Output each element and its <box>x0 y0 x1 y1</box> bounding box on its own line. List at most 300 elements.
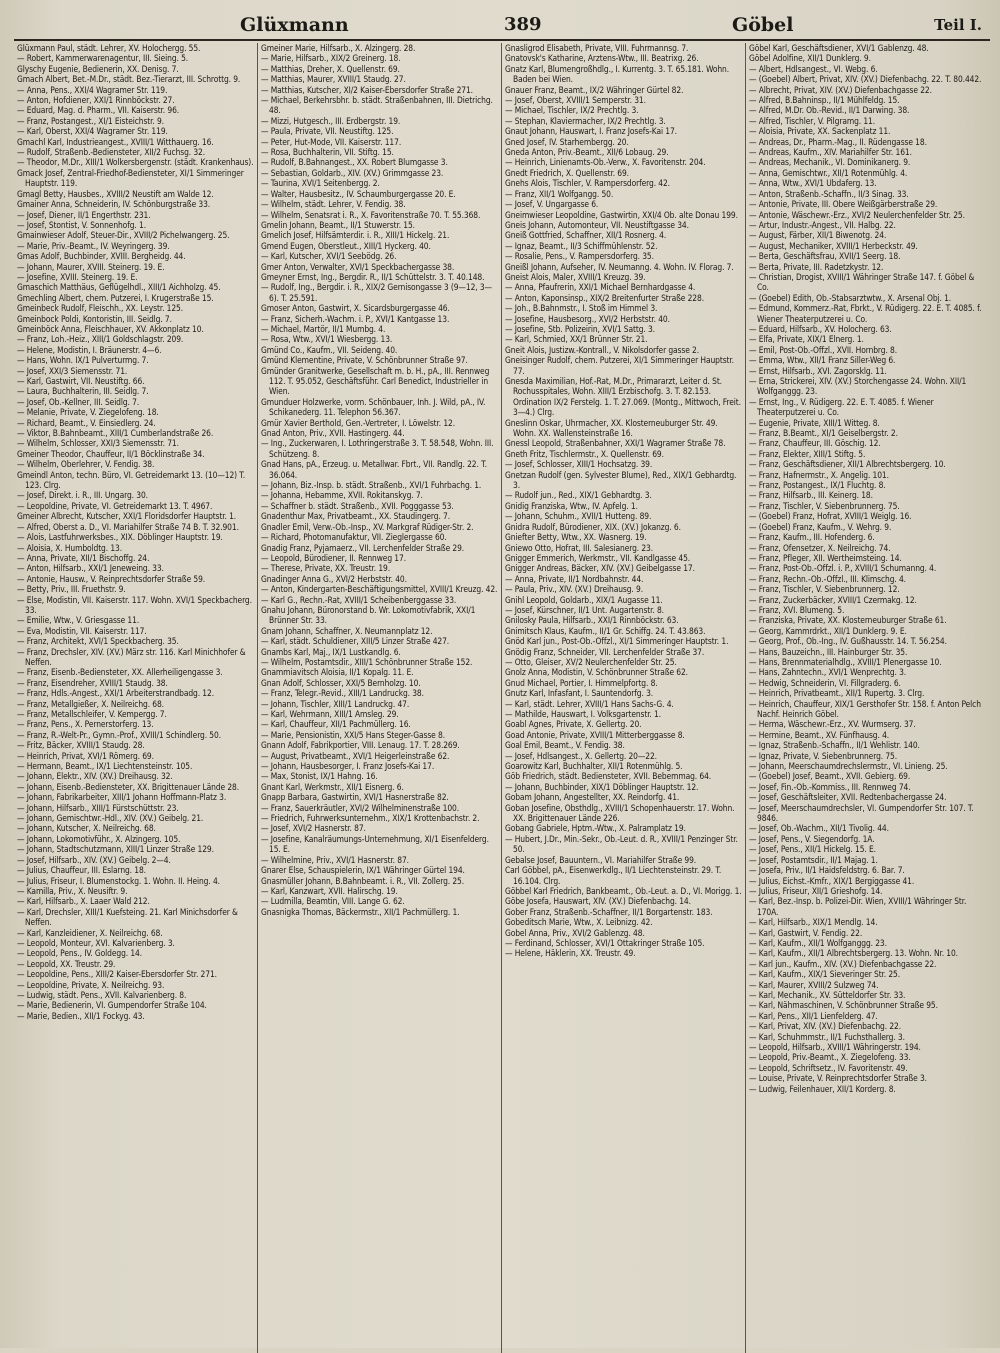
directory-entry: — Alfred, B.Bahninsp., II/1 Mühlfeldg. 15. <box>749 95 900 106</box>
directory-entry: — Antonie, Private, III. Obere Weißgärberstraße 29. <box>749 199 938 210</box>
directory-entry: Gnimitsch Klaus, Kaufm., II/1 Gr. Schiffg. 24. T. 43.863. <box>505 625 706 636</box>
directory-entry: Gmas Adolf, Buchbinder, XVIII. Bergheidg. 44. <box>17 251 186 262</box>
directory-entry: — Elfa, Private, XIX/1 Elnerg. 1. <box>749 334 864 345</box>
directory-entry: — Marie, Priv.-Beamt., IV. Weyringerg. 39. <box>17 240 170 251</box>
directory-entry: — Karl, Gastwirt, V. Fendig. 22. <box>749 927 863 938</box>
directory-entry: Glüxmann Paul, städt. Lehrer, XV. Holochergg. 55. <box>17 43 201 53</box>
directory-entry: Gmür Xavier Berthold, Gen.-Vertreter, I. Löwelstr. 12. <box>261 417 456 428</box>
directory-entry: Gnadenthur Max, Privatbeamt., XX. Staudingerg. 7. <box>261 511 451 522</box>
directory-entry: — Josef, Hilfsarb., XIV. (XV.) Geibelg. 2—4. <box>17 854 171 865</box>
directory-entry: Gnutz Karl, Infasfant, I. Sauntendorfg. 3. <box>505 688 654 699</box>
directory-entry: — Josef, Meerschaumdrechsler, VI. Gumpendorfer Str. 107. T. 9846. <box>749 802 974 824</box>
directory-entry: — Rosalie, Pens., V. Rampersdorferg. 35. <box>505 251 654 262</box>
directory-entry: — Wilhelm, Postamtsdir., XIII/1 Schönbrunner Straße 152. <box>261 656 473 667</box>
directory-entry: — Helene, Modistin, I. Bräunerstr. 4—6. <box>17 344 162 355</box>
directory-entry: Goarowitz Karl, Buchhalter, XII/1 Rotenmühlg. 5. <box>505 761 683 772</box>
directory-entry: — Franz, Postangest., XI/1 Eisteichstr. 9. <box>17 115 164 126</box>
directory-entry: — Karl, Kanzleidiener, X. Neilreichg. 68. <box>17 927 163 938</box>
directory-entry: — Ludwig, Feilenhauer, XII/1 Korderg. 8. <box>749 1083 896 1094</box>
directory-entry: — Marie, Pensionistin, XXI/5 Hans Steger-Gasse 8. <box>261 729 445 740</box>
directory-entry: Gnigger Emmerich, Werkmstr., VII. Kandlgasse 45. <box>505 552 691 563</box>
directory-entry: Gmachl Karl, Industrieangest., XVIII/1 Witthauerg. 16. <box>17 136 214 147</box>
directory-entry: — Christian, Drogist, XVIII/1 Währinger Straße 147. f. Göbel & Co. <box>749 271 975 293</box>
directory-entry: — Karl, Bez.-Insp. b. Polizei-Dir. Wien, XVIII/1 Währinger Str. 170A. <box>749 896 967 917</box>
directory-entry: — Karl, städt. Schuldiener, XIII/5 Linzer Straße 427. <box>261 636 450 647</box>
directory-entry: — Leopold, Bürodiener, II. Rennweg 17. <box>261 552 406 563</box>
directory-entry: — Johann, Meerschaumdrechslermstr., VI. Linieng. 25. <box>749 761 948 772</box>
directory-entry: — Matthias, Dreher, X. Quellenstr. 69. <box>261 63 400 74</box>
directory-entry: — Franziska, Private, XX. Klosterneuburger Straße 61. <box>749 615 947 626</box>
directory-entry: — Helene, Häklerin, XX. Treustr. 49. <box>505 948 636 959</box>
directory-entry: Gneslinn Oskar, Uhrmacher, XX. Klosterneuburger Str. 49. Wohn. XX. Wallensteinstraße 16. <box>505 417 718 439</box>
directory-entry: — Richard, Beamt., V. Einsiedlerg. 24. <box>17 417 156 428</box>
directory-entry: — Karl, Kaufm., XII/1 Albrechtsbergerg. 13. Wohn. Nr. 10. <box>749 948 958 959</box>
directory-entry: Gmelin Johann, Beamt., II/1 Stuwerstr. 15. <box>261 219 415 230</box>
directory-entry: — Julius, Friseur, I. Blumenstockg. 1. Wohn. II. Heing. 4. <box>17 875 220 886</box>
directory-entry: — Anna, Gemischtwr., XII/1 Rotenmühlg. 4. <box>749 167 908 178</box>
directory-entry: — Karl, Chauffeur, XII/1 Pachmüllerg. 16. <box>261 719 411 730</box>
directory-entry: — August, Färber, XII/1 Biwenotg. 24. <box>749 230 887 241</box>
directory-entry: — Josef, Kürschner, II/1 Unt. Augartenstr. 8. <box>505 604 664 615</box>
directory-entry: — Hans, Bauzeichn., III. Hainburger Str. 35. <box>749 646 908 657</box>
directory-entry: — Erna, Strickerei, XIV. (XV.) Storchengasse 24. Wohn. XII/1 Wolfganggg. 23. <box>749 376 967 397</box>
directory-entry: — Franz, Rechn.-Ob.-Offzl., III. Klimschg. 4. <box>749 573 906 584</box>
directory-entry: Gnann Adolf, Fabrikportier, VIII. Lenaug. 17. T. 28.269. <box>261 740 460 751</box>
directory-entry: — Alfred, Oberst a. D., VI. Mariahilfer Straße 74 B. T. 32.901. <box>17 521 239 532</box>
directory-entry: Gnetzan Rudolf (gen. Sylvester Blume), Red., XIX/1 Gebhardtg. 3. <box>505 469 737 491</box>
directory-entry: — Johann, Lokomotivführ., X. Alzingerg. 105. <box>17 833 181 844</box>
directory-entry: — Marie, Bedien., XII/1 Fockyg. 43. <box>17 1010 145 1021</box>
directory-entry: — Berta, Geschäftsfrau, XVII/1 Seerg. 18. <box>749 251 901 262</box>
directory-entry: Gebalse Josef, Bauuntern., VI. Mariahilfer Straße 99. <box>505 854 697 865</box>
directory-entry: — Franz, Sicherh.-Wachm. i. P., XVI/1 Kantgasse 13. <box>261 313 450 324</box>
directory-entry: — Josef, Pens., V. Siegendorfg. 1A. <box>749 833 875 844</box>
directory-entry: — Franz, Eisenb.-Bediensteter, XX. Allerheiligengasse 3. <box>17 667 223 678</box>
directory-entry: Gnessl Leopold, Straßenbahner, XXI/1 Wagramer Straße 78. <box>505 438 726 449</box>
directory-entry: — Karl jun., Kaufm., XIV. (XV.) Diefenbachgasse 22. <box>749 958 937 969</box>
directory-entry: Gneis Johann, Automonteur, VII. Neustiftgasse 34. <box>505 219 689 230</box>
directory-entry: — Leopold, Priv.-Beamt., X. Ziegelofeng. 33. <box>749 1052 911 1063</box>
directory-entry: — Franz, Geschäftsdiener, XII/1 Albrechtsbergerg. 10. <box>749 459 946 470</box>
directory-entry: — Karl, Gastwirt, VII. Neustiftg. 66. <box>17 376 145 386</box>
directory-entry: — Wilhelm, Senatsrat i. R., X. Favoritenstraße 70. T. 55.368. <box>261 209 481 220</box>
directory-entry: — Josef, Diener, II/1 Engerthstr. 231. <box>17 209 151 220</box>
directory-entry: — Ludwig, städt. Pens., XVII. Kalvarienberg. 8. <box>17 989 187 1000</box>
directory-entry: — Hans, Wohn. IX/1 Pulverturmg. 7. <box>17 355 149 366</box>
directory-entry: — Josefa, Priv., II/1 Haidsfeldstrg. 6. Bar. 7. <box>749 865 905 876</box>
directory-entry: — Rosa, Wtw., XVI/1 Wiesbergg. 13. <box>261 334 393 345</box>
directory-entry: — Josef, Stontist, V. Sonnenhofg. 1. <box>17 219 146 230</box>
directory-entry: — Anna, Wtw., XVI/1 Ubdaferg. 13. <box>749 178 877 189</box>
directory-entry: Gnud Michael, Portier, I. Himmelpfortg. 8. <box>505 677 658 688</box>
directory-entry: — Hans, Brennmaterialhdlg., XVIII/1 Plenergasse 10. <box>749 656 942 667</box>
directory-entry: Gnad Anton, Priv., XVII. Hastingerg. 44. <box>261 428 405 439</box>
directory-entry: — Franz, Pens., X. Pernerstorferg. 13. <box>17 719 154 730</box>
directory-entry: Gmainer Anna, Schneiderin, IV. Schönburgstraße 33. <box>17 199 211 210</box>
directory-entry: — Johann, Biz.-Insp. b. städt. Straßenb., XVI/1 Fuhrbachg. 1. <box>261 480 482 491</box>
directory-entry: — Max, Stonist, IX/1 Hahng. 16. <box>261 771 378 782</box>
directory-entry: Gmünd Klementine, Private, V. Schönbrunner Straße 97. <box>261 355 468 366</box>
directory-entry: — Julius, Eichst.-Kmfr., XIX/1 Bergiggasse 41. <box>749 875 915 886</box>
directory-entry: Gnöd Karl jun., Post-Ob.-Offzl., XI/1 Simmeringer Hauptstr. 1. <box>505 636 729 647</box>
directory-entry: — Josef, Pens., XII/1 Hickelg. 15. E. <box>749 844 876 855</box>
directory-entry: — Anton, Kindergarten-Beschäftigungsmittel, XVIII/1 Kreuzg. 42. <box>261 584 498 595</box>
directory-entry: — Josef, Oberst, XVIII/1 Semperstr. 31. <box>505 95 646 106</box>
directory-entry: — Emil, Post-Ob.-Offzl., XVII. Hornbrg. 8. <box>749 344 898 355</box>
directory-entry: — Herma, Wäschewr.-Erz., XV. Wurmserg. 37. <box>749 719 916 730</box>
directory-entry: Gnam Johann, Schaffner, X. Neumannplatz 12. <box>261 625 433 636</box>
directory-entry: — Josef, V. Ungargasse 6. <box>505 199 599 210</box>
directory-entry: Gnedt Friedrich, X. Quellenstr. 69. <box>505 167 629 178</box>
directory-entry: — Alfred, M.Dr. Ob.-Revid., II/1 Darwing. 38. <box>749 105 910 116</box>
directory-entry: — Matthias, Kutscher, XI/2 Kaiser-Ebersdorfer Straße 271. <box>261 84 473 95</box>
directory-entry: — Leopold, Pens., IV. Goldegg. 14. <box>17 948 143 959</box>
directory-entry: — Josef, Postamtsdir., II/1 Majag. 1. <box>749 854 878 865</box>
directory-entry: — Ernst, Ing., V. Rüdigerg. 22. E. T. 4085. f. Wiener Theaterputzerei u. Co. <box>749 396 934 418</box>
directory-entry: — Johann, Hausbesorger, I. Franz Josefs-Kai 17. <box>261 761 435 772</box>
directory-entry: — Aloisia, X. Humboldtg. 13. <box>17 542 122 553</box>
directory-entry: — Ignaz, Straßenb.-Schaffn., II/1 Wehlistr. 140. <box>749 740 920 751</box>
directory-entry: Gnan Adolf, Schlosser, XXI/5 Bernholzg. 10. <box>261 677 421 688</box>
directory-entry: — Emilie, Wtw., V. Griesgasse 11. <box>17 615 140 626</box>
directory-entry: Gnahu Johann, Büronorstand b. Wr. Lokomotivfabrik, XXI/1 Brünner Str. 33. <box>261 604 476 626</box>
page-number: 389 <box>504 14 542 35</box>
directory-entry: — Karl, Schmied, XX/1 Brünner Str. 21. <box>505 334 648 345</box>
directory-entry: Gmer Anton, Verwalter, XVI/1 Speckbachergasse 38. <box>261 261 455 272</box>
directory-entry: Gober Franz, Straßenb.-Schaffner, II/1 Borgartenstr. 183. <box>505 906 713 917</box>
directory-entry: — Anna, Pfaufrerin, XXI/1 Michael Bernhardgasse 4. <box>505 282 696 293</box>
directory-entry: Gnarer Else, Schauspielerin, IX/1 Währinger Gürtel 194. <box>261 865 465 876</box>
directory-entry: Goad Antonie, Private, XVIII/1 Mitterberggasse 8. <box>505 729 685 740</box>
directory-entry: Gneth Fritz, Tischlermstr., X. Quellenstr. 69. <box>505 448 664 459</box>
directory-entry: Gnolz Anna, Modistin, V. Schönbrunner Straße 62. <box>505 667 688 678</box>
directory-entry: — Ignaz, Beamt., II/3 Schiffmühlenstr. 52. <box>505 240 658 251</box>
directory-entry: — Louise, Private, V. Reinprechtsdorfer Straße 3. <box>749 1073 927 1084</box>
directory-entry: — Albrecht, Privat, XIV. (XV.) Diefenbachgasse 22. <box>749 84 932 95</box>
directory-entry: Gnad Hans, pA., Erzeug. u. Metallwar. Fbrt., VII. Randlg. 22. T. 36.064. <box>261 459 487 480</box>
directory-entry: Gneisinger Rudolf, chem. Putzerei, XI/1 Simmeringer Hauptstr. 77. <box>505 355 734 376</box>
directory-entry: — Karl, Kutscher, XVI/1 Seebödg. 26. <box>261 251 397 262</box>
directory-entry: Göb Friedrich, städt. Bediensteter, XVII. Bebemmag. 64. <box>505 771 712 782</box>
directory-entry: — Otto, Gleiser, XV/2 Neulerchenfelder Str. 25. <box>505 656 677 667</box>
directory-entry: — Franz, Chauffeur, III. Göschig. 12. <box>749 438 881 449</box>
directory-entry: — Peter, Hut-Mode, VII. Kaiserstr. 117. <box>261 136 402 147</box>
directory-entry: — Johann, Gemischtwr.-Hdl., XIV. (XV.) Geibelg. 21. <box>17 813 204 824</box>
column-1 <box>14 43 258 1353</box>
directory-entry: — Artur, Industr.-Angest., VII. Halbg. 22. <box>749 219 896 230</box>
directory-entry: Gmagl Betty, Hausbes., XVIII/2 Neustift am Walde 12. <box>17 188 214 199</box>
directory-entry: — Franz, B.Beamt., XI/1 Geiselbergstr. 2. <box>749 428 898 439</box>
directory-entry: Gniewo Otto, Hofrat, III. Salesianerg. 23. <box>505 542 654 553</box>
directory-entry: — Anton, Straßenb.-Schaffn., II/3 Sinag. 33. <box>749 188 909 199</box>
directory-entry: — Wilhelm, Oberlehrer, V. Fendig. 38. <box>17 459 155 470</box>
directory-entry: Gnambs Karl, Maj., IX/1 Lustkandlg. 6. <box>261 646 401 657</box>
directory-entry: — Anna, Private, II/1 Nordbahnstr. 44. <box>505 573 644 584</box>
directory-entry: — Johann, Kutscher, X. Neilreichg. 68. <box>17 823 156 834</box>
directory-entry: — Karl, Hilfsarb., X. Laaer Wald 212. <box>17 896 150 907</box>
directory-entry: — Franz, Architekt, XVI/1 Speckbacherg. 35. <box>17 636 179 647</box>
directory-entry: — Joh., B.Bahnmstr., I. Stoß im Himmel 3. <box>505 303 658 314</box>
directory-entry: — Eduard, Mag. d. Pharm., VII. Kaiserstr. 96. <box>17 105 180 116</box>
columns <box>14 43 990 1353</box>
directory-entry: — Betty, Priv., III. Fruethstr. 9. <box>17 584 126 595</box>
directory-entry: — Karl G., Rechn.-Rat, XVIII/1 Scheibenberggasse 33. <box>261 594 457 605</box>
directory-entry: Gneit Alois, Justizw.-Kontrall., V. Nikolsdorfer gasse 2. <box>505 344 700 355</box>
directory-entry: — Hedwig, Schneiderin, VI. Fillgraderg. 6. <box>749 677 901 688</box>
directory-entry: Gnammiavitsch Aloisia, II/1 Kopalg. 11. E. <box>261 667 414 678</box>
directory-entry: — Andreas, Kaufm., XIV. Mariahilfer Str. 161. <box>749 147 912 158</box>
directory-entry: Gnant Karl, Werkmstr., XII/1 Eisnerg. 6. <box>261 781 404 792</box>
directory-entry: Gmünd Co., Kaufm., VII. Seideng. 40. <box>261 344 398 355</box>
directory-entry: Gmelich Josef, Hilfsämterdir. i. R., XIII/1 Hickelg. 21. <box>261 230 450 241</box>
directory-entry: — Michael, Berkehrsbhr. b. städt. Straßenbahnen, III. Dietrichg. 48. <box>261 95 493 116</box>
directory-entry: — Karl, Pens., XII/1 Lienfelderg. 47. <box>749 1010 878 1021</box>
directory-entry: — Richard, Photomanufaktur, VII. Zieglergasse 60. <box>261 532 447 543</box>
directory-entry: Gnasnigka Thomas, Bäckermstr., XII/1 Pachmüllerg. 1. <box>261 906 460 917</box>
directory-entry: — Rudolf, B.Bahnangest., XX. Robert Blumgasse 3. <box>261 157 448 168</box>
directory-entry: — Ignaz, Private, V. Siebenbrunnerg. 75. <box>749 750 898 761</box>
column-3 <box>502 43 746 1353</box>
directory-entry: — Johann, Stadtschutzmann, XIII/1 Linzer Straße 129. <box>17 844 214 855</box>
directory-entry: — Josef, XXI/3 Siemensstr. 71. <box>17 365 128 376</box>
directory-entry: Gnihl Leopold, Goldarb., XIX/1 Augasse 11. <box>505 594 663 605</box>
directory-entry: Gnadler Emil, Verw.-Ob.-Insp., XV. Markgraf Rüdiger-Str. 2. <box>261 521 474 532</box>
directory-entry: — Antonie, Hausw., V. Reinprechtsdorfer Straße 59. <box>17 573 206 584</box>
directory-entry: Gmunduer Holzwerke, vorm. Schönbauer, Inh. J. Wild, pA., IV. Schikanederg. 11. Telephon 56.367. <box>261 396 486 418</box>
directory-entry: — Fritz, Bäcker, XVIII/1 Staudg. 28. <box>17 740 145 751</box>
directory-entry: Gobel Anna, Priv., XVI/2 Gablenzg. 48. <box>505 927 645 938</box>
directory-entry: — Karl, Nähmaschinen, V. Schönbrunner Straße 95. <box>749 1000 938 1011</box>
directory-entry: — Josef, Direkt. i. R., III. Ungarg. 30. <box>17 490 148 501</box>
directory-entry: — Therese, Private, XX. Treustr. 19. <box>261 563 391 574</box>
directory-entry: — Friedrich, Fuhrwerksunternehm., XIX/1 Krottenbachstr. 2. <box>261 813 480 824</box>
directory-entry: — Franz, Post-Ob.-Offzl. i. P., XVIII/1 Schumanng. 4. <box>749 563 937 574</box>
directory-entry: — Leopoldine, Private, VI. Getreidemarkt 13. T. 4967. <box>17 500 213 511</box>
directory-entry: — Matthias, Maurer, XVIII/1 Staudg. 27. <box>261 74 406 85</box>
directory-entry: Gmend Eugen, Oberstleut., XIII/1 Hyckerg. 40. <box>261 240 431 251</box>
directory-entry: — Josef, XVI/2 Hasnerstr. 87. <box>261 823 366 834</box>
directory-entry: — Hermine, Beamt., XV. Fünfhausg. 4. <box>749 729 890 740</box>
directory-entry: Gneiß Gottfried, Schaffner, XII/1 Rosnerg. 4. <box>505 230 667 241</box>
directory-entry: — Franz, Loh.-Heiz., XIII/1 Goldschlagstr. 209. <box>17 334 184 345</box>
directory-entry: Gned Josef, IV. Starhembergg. 20. <box>505 136 629 147</box>
directory-entry: — Marie, Hilfsarb., XIX/2 Greinerg. 18. <box>261 53 401 64</box>
directory-entry: — Franz, Postangest., IX/1 Fluchtg. 8. <box>749 480 886 491</box>
directory-entry: Gneimwieser Leopoldine, Gastwirtin, XXI/4 Ob. alte Donau 199. <box>505 209 738 220</box>
directory-entry: — Antonie, Wäschewr.-Erz., XVI/2 Neulerchenfelder Str. 25. <box>749 209 965 220</box>
directory-entry: Gnödig Franz, Schneider, VII. Lerchenfelder Straße 37. <box>505 646 705 657</box>
directory-entry: — Eugenie, Private, XIII/1 Witteg. 8. <box>749 417 880 428</box>
directory-entry: — Rudolf jun., Red., XIX/1 Gebhardtg. 3. <box>505 490 652 501</box>
directory-entry: Gnesda Maximilian, Hof.-Rat, M.Dr., Primararzt, Leiter d. St. Rochusspitales, Wohn. XIII/1 Erzbischofg. 3. T. 82.153. Ordination IX/2 Ferstelg. 1. T. 27.069. (Montg., Mittwoch, Freit. 3—4.) Clrg. <box>505 376 741 418</box>
directory-entry: — Alois, Lastfuhrwerksbes., XIX. Döblinger Hauptstr. 19. <box>17 532 223 543</box>
directory-entry: Gmach Albert, Bet.-M.Dr., städt. Bez.-Tierarzt, III. Schrottg. 9. <box>17 74 241 85</box>
header-left-name: Glüxmann <box>240 14 349 36</box>
directory-entry: — Johann, Eisenb.-Bediensteter, XX. Brigittenauer Lände 28. <box>17 781 240 792</box>
directory-entry: — Johann, Buchbinder, XIX/1 Döblinger Hauptstr. 12. <box>505 781 699 792</box>
directory-entry: Gmünder Granitwerke, Gesellschaft m. b. H., pA., III. Rennweg 112. T. 95.052, Geschäftsführ. Carl Benedict, Industrieller in Wien. <box>261 365 490 397</box>
directory-entry: — Julius, Chauffeur, III. Eslarng. 18. <box>17 865 146 876</box>
directory-entry: — Leopoldine, Private, X. Neilreichg. 93. <box>17 979 165 990</box>
directory-entry: Gnasligrod Elisabeth, Private, VIII. Fuhrmannsg. 7. <box>505 43 689 53</box>
directory-entry: — Josef, Fin.-Ob.-Kommiss., III. Rennweg 74. <box>749 781 911 792</box>
directory-entry: — Viktor, B.Bahnbeamt., XIII/1 Cumberlandstraße 26. <box>17 428 214 439</box>
directory-entry: — Ludmilla, Beamtin, VIII. Lange G. 62. <box>261 896 405 907</box>
directory-entry: — Franz, Hilfsarb., III. Keinerg. 18. <box>749 490 873 501</box>
directory-entry: Carl Göbbel, pA., Eisenwerkdlg., II/1 Liechtensteinstr. 29. T. 16.104. Clrg. <box>505 865 722 886</box>
directory-entry: — Taurina, XVI/1 Seitenbergg. 2. <box>261 178 380 189</box>
directory-entry: — Anton, Hofdiener, XXI/1 Rinnböckstr. 27. <box>17 95 175 106</box>
directory-entry: — Theodor, M.Dr., XIII/1 Wolkersbergenstr. (städt. Krankenhaus). <box>17 157 254 168</box>
directory-entry: — Alfred, Tischler, V. Pilgramg. 11. <box>749 115 876 126</box>
directory-entry: — Ing., Zuckerwaren, I. Lothringerstraße 3. T. 58.548, Wohn. III. Schützeng. 8. <box>261 438 494 459</box>
directory-entry: Gnapp Barbara, Gastwirtin, XVI/1 Hasnerstraße 82. <box>261 792 449 803</box>
directory-entry: — Johann, Elektr., XIV. (XV.) Dreihausg. 32. <box>17 771 173 782</box>
directory-entry: — (Goebel) Franz, Kaufm., V. Wehrg. 9. <box>749 521 892 532</box>
part-label: Teil I. <box>934 16 982 34</box>
directory-entry: Gmeinbeck Rudolf, Fleischh., XX. Leystr. 125. <box>17 303 184 314</box>
directory-entry: — Georg, Kammrdrkt., XII/1 Dunklerg. 9. E. <box>749 625 907 636</box>
directory-entry: Gnadinger Anna G., XVI/2 Herbststr. 40. <box>261 573 407 584</box>
directory-entry: — Rudolf, Straßenb.-Bediensteter, XII/2 Fuchsg. 32. <box>17 147 206 158</box>
directory-entry: — Albert, Hdlsangest., VI. Webg. 6. <box>749 63 878 74</box>
directory-entry: — Franz, Elekter, XIII/1 Stiftg. 5. <box>749 448 866 459</box>
directory-entry: Gmeiner Albrecht, Kutscher, XXI/1 Floridsdorfer Hauptstr. 1. <box>17 511 237 522</box>
directory-entry: Goabl Agnes, Private, X. Gellertg. 20. <box>505 719 642 730</box>
directory-entry: — Josefine, Kanalräumungs-Unternehmung, XI/1 Eisenfelderg. 15. E. <box>261 833 489 855</box>
directory-entry: — Julius, Friseur, XII/1 Grieshofg. 14. <box>749 885 883 896</box>
directory-entry: Gnehs Alois, Tischler, V. Rampersdorferg. 42. <box>505 178 670 189</box>
directory-entry: Göbbel Karl Friedrich, Bankbeamt., Ob.-Leut. a. D., VI. Morigg. 1. <box>505 885 742 896</box>
directory-entry: — Franz, Hafnermstr., X. Angelig. 101. <box>749 469 889 480</box>
directory-entry: — (Goebel) Edith, Ob.-Stabsarztwtw., X. Arsenal Obj. 1. <box>749 292 952 303</box>
directory-entry: — Franz, R.-Welt-Pr., Gymn.-Prof., XVIII/1 Schindlerg. 50. <box>17 729 221 740</box>
directory-entry: — Johann, Schuhm., XVII/1 Hutteng. 89. <box>505 511 652 522</box>
directory-entry: — Leopold, Hilfsarb., XVIII/1 Währingerstr. 194. <box>749 1042 921 1052</box>
directory-entry: — Ernst, Hilfsarb., XVI. Zagorsklg. 11. <box>749 365 887 376</box>
directory-entry: — Wilhelmine, Priv., XVI/1 Hasnerstr. 87. <box>261 854 409 865</box>
directory-entry: — Karl, Drechsler, XIII/1 Kuefsteing. 21. Karl Minichsdorfer & Neffen. <box>17 906 238 928</box>
directory-entry: Gnatz Karl, Blumengroßhdlg., I. Kurrentg. 3. T. 65.181. Wohn. Baden bei Wien. <box>505 63 729 85</box>
directory-entry: — Sebastian, Goldarb., XIV. (XV.) Grimmgasse 23. <box>261 167 444 178</box>
directory-entry: — Berta, Private, III. Radetzkystr. 12. <box>749 261 884 272</box>
directory-entry: Gnidig Franziska, Wtw., IV. Apfelg. 1. <box>505 500 638 511</box>
directory-entry: — Michael, Martör, II/1 Mumbg. 4. <box>261 323 386 334</box>
directory-entry: — Josefine, XVIII. Steinerg. 19. E. <box>17 271 138 282</box>
directory-entry: Gobam Johann, Angestellter, XX. Reindorfg. 41. <box>505 792 680 803</box>
directory-entry: Gnauer Franz, Beamt., IX/2 Währinger Gürtel 82. <box>505 84 684 95</box>
directory-entry: — Karl, Wehrmann, XIII/1 Amsleg. 29. <box>261 709 399 719</box>
directory-entry: — Franz, Zuckerbäcker, XVIII/1 Czermakg. 12. <box>749 594 917 605</box>
directory-entry: — Johann, Tischler, XIII/1 Landruckg. 47. <box>261 698 410 709</box>
directory-entry: — Hubert, J.Dr., Min.-Sekr., Ob.-Leut. d. R., XVIII/1 Penzinger Str. 50. <box>505 833 738 855</box>
directory-entry: — Josefine, Stb. Polizeirin, XVI/1 Sattg. 3. <box>505 323 655 334</box>
directory-entry: Gnadig Franz, Pyjamaerz., VII. Lerchenfelder Straße 29. <box>261 542 465 553</box>
directory-entry: — Josef, Ob.-Kellner, III. Seidlg. 7. <box>17 396 140 407</box>
directory-entry: — Karl, Maurer, XVIII/2 Sulzweg 74. <box>749 979 879 990</box>
directory-entry: — Franz, XII/1 Wolfgangg. 50. <box>505 188 614 199</box>
directory-entry: — Ferdinand, Schlosser, XVI/1 Ottakringer Straße 105. <box>505 937 705 948</box>
directory-entry: — Wilhelm, städt. Lehrer, V. Fendig. 38. <box>261 199 406 210</box>
directory-entry: Gneda Anton, Priv.-Beamt., XII/6 Lobaug. 29. <box>505 147 669 158</box>
column-4 <box>746 43 990 1353</box>
directory-entry: — Franz, Metallschleifer, V. Kempergg. 7. <box>17 709 167 719</box>
directory-entry: — Edmund, Kommerz.-Rat, Fbrkt., V. Rüdigerg. 22. E. T. 4085. f. Wiener Theaterputzerei u. Co. <box>749 303 982 324</box>
directory-entry: — Heinrich, Linienamts-Ob.-Verw., X. Favoritenstr. 204. <box>505 157 706 168</box>
directory-entry: Gneißl Johann, Aufseher, IV. Neumanng. 4. Wohn. IV. Florag. 7. <box>505 261 734 272</box>
directory-entry: — Eva, Modistin, VII. Kaiserstr. 117. <box>17 625 147 636</box>
directory-entry: — Franz, Eisendreher, XVIII/1 Staudg. 38. <box>17 677 168 688</box>
directory-entry: — Anton, Hilfsarb., XXI/1 Jeneweing. 33. <box>17 563 164 574</box>
directory-entry: — Johann, Fabrikarbeiter, XIII/1 Johann Hoffmann-Platz 3. <box>17 792 227 803</box>
directory-entry: — Heinrich, Privatbeamt., XII/1 Rupertg. 3. Clrg. <box>749 688 925 699</box>
directory-entry: Gnigger Andreas, Bäcker, XIV. (XV.) Geibelgasse 17. <box>505 563 695 574</box>
directory-entry: — Karl, städt. Lehrer, XVIII/1 Hans Sachs-G. 4. <box>505 698 674 709</box>
directory-entry: — Eduard, Hilfsarb., XV. Holocherg. 63. <box>749 323 892 334</box>
directory-entry: — Franz, XVI. Blumeng. 5. <box>749 604 845 615</box>
directory-entry: — Karl, Oberst, XXI/4 Wagramer Str. 119. <box>17 126 168 137</box>
directory-entry: Gnasmüller Johann, B.Bahnbeamt. i. R., VII. Zollerg. 25. <box>261 875 465 886</box>
directory-entry: — Mathilde, Hauswart, I. Volksgartenstr. 1. <box>505 709 662 719</box>
directory-entry: — Josef, Schlosser, XIII/1 Hochsatzg. 39. <box>505 459 653 470</box>
directory-entry: — Josef, Geschäftsleiter, XVII. Redtenbachergasse 24. <box>749 792 947 803</box>
directory-entry: — Josef, Ob.-Wachm., XII/1 Tivolig. 44. <box>749 823 889 834</box>
directory-entry: — Kamilla, Priv., X. Neusiftr. 9. <box>17 885 128 896</box>
directory-entry: — Hermann, Beamt., IX/1 Liechtensteinstr. 105. <box>17 761 193 772</box>
directory-entry: — Anna, Private, XII/1 Bischoffg. 24. <box>17 552 150 563</box>
directory-entry: — Heinrich, Privat, XVI/1 Römerg. 69. <box>17 750 154 761</box>
directory-entry: — Andreas, Dr., Pharm.-Mag., II. Rüdengasse 18. <box>749 136 927 147</box>
directory-entry: Gmaschich Matthäus, Geflügelhdl., XIII/1 Aichholzg. 45. <box>17 282 221 293</box>
directory-entry: — Hans, Zahntechn., XVI/1 Wenprechtg. 3. <box>749 667 907 678</box>
directory-entry: Gmainwieser Adolf, Steuer-Dir., XVIII/2 Pichelwangerg. 25. <box>17 230 230 241</box>
directory-entry: — Franz, Tischler, V. Siebenbrunnerg. 12. <box>749 584 900 595</box>
directory-entry: Gmechling Albert, chem. Putzerei, I. Krugerstraße 15. <box>17 292 214 303</box>
directory-entry: — Rosa, Buchhalterin, VII. Stiftg. 15. <box>261 147 394 158</box>
directory-entry: — (Goebel) Franz, Hofrat, XVIII/1 Weiglg. 16. <box>749 511 912 522</box>
directory-entry: Gnaut Johann, Hauswart, I. Franz Josefs-Kai 17. <box>505 126 677 137</box>
directory-entry: Gmeyner Ernst, Ing., Bergdir. R., II/1 Schüttelstr. 3. T. 40.148. <box>261 271 485 282</box>
directory-entry: — Karl, Hilfsarb., XIX/1 Mendlg. 14. <box>749 917 878 928</box>
directory-entry: Gmack Josef, Zentral-Friedhof-Bediensteter, XI/1 Simmeringer Hauptstr. 119. <box>17 167 244 189</box>
directory-entry: Goal Emil, Beamt., V. Fendig. 38. <box>505 740 625 751</box>
directory-entry: — Else, Modistin, VII. Kaiserstr. 117. Wohn. XVI/1 Speckbacherg. 33. <box>17 594 252 615</box>
directory-entry: — Aloisia, Private, XX. Sackenplatz 11. <box>749 126 891 137</box>
directory-entry: — Leopold, XX. Treustr. 29. <box>17 958 116 969</box>
directory-entry: — Franz, Metallgießer, X. Neilreichg. 68. <box>17 698 164 709</box>
directory-entry: — Anna, Pens., XXI/4 Wagramer Str. 119. <box>17 84 168 95</box>
directory-entry: — Wilhelm, Schlosser, XXI/3 Siemensstr. 71. <box>17 438 179 449</box>
directory-entry: Gnilosky Paula, Hilfsarb., XXI/1 Rinnböckstr. 63. <box>505 615 679 626</box>
column-2 <box>258 43 502 1353</box>
directory-entry: Göbel Karl, Geschäftsdiener, XVI/1 Gablenzg. 48. <box>749 43 929 53</box>
directory-entry: — Heinrich, Chauffeur, XIX/1 Gersthofer Str. 158. f. Anton Pelch Nachf. Heinrich Göbel. <box>749 698 981 719</box>
directory-entry: — Paula, Priv., XIV. (XV.) Dreihausg. 9. <box>505 584 643 595</box>
directory-entry: — Georg, Prof., Ob.-Ing., IV. Gußhausstr. 14. T. 56.254. <box>749 636 947 647</box>
directory-entry: Gniefter Betty, Wtw., XX. Wasnerg. 19. <box>505 532 647 543</box>
directory-entry: — Paula, Private, VII. Neustiftg. 125. <box>261 126 394 137</box>
directory-entry: — Franz, Kaufm., III. Hofenderg. 6. <box>749 532 875 543</box>
directory-entry: — Michael, Tischler, IX/2 Prechtlg. 3. <box>505 105 639 116</box>
directory-entry: — Franz, Sauerkräutler, XVI/2 Wilhelminenstraße 100. <box>261 802 459 813</box>
directory-entry: — (Goebel) Josef, Beamt., XVII. Gebierg. 69. <box>749 771 911 782</box>
directory-entry: — Franz, Tischler, V. Siebenbrunnerg. 75. <box>749 500 900 511</box>
directory-entry: — Emma, Wtw., XII/1 Franz Siller-Weg 6. <box>749 355 896 366</box>
directory-entry: Glyschy Eugenie, Bedienerin, XX. Denisg. 7. <box>17 63 179 74</box>
directory-entry: — Karl, Kanzwart, XVII. Halirschg. 19. <box>261 885 398 896</box>
directory-entry: — Franz, Ofensetzer, X. Neilreichg. 74. <box>749 542 891 553</box>
directory-entry: Gmoser Anton, Gastwirt, X. Sicardsburgergasse 46. <box>261 303 450 314</box>
